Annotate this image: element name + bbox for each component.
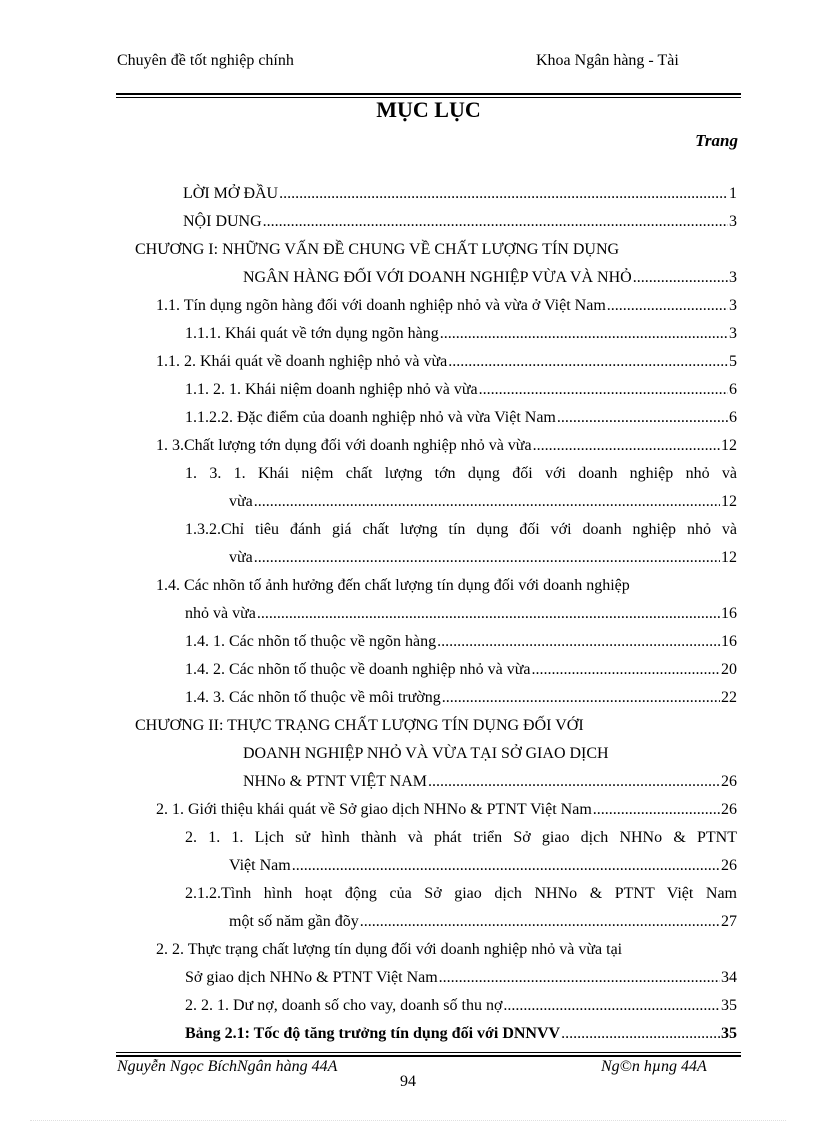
dot-leader [593,800,720,820]
toc-entry-heading-line: DOANH NGHIỆP NHỎ VÀ VỪA TẠI SỞ GIAO DỊCH [243,745,609,762]
toc-title: MỤC LỤC [376,97,481,122]
toc-entry-text: 1.1.2.2. Đặc điểm của doanh nghiệp nhỏ và vừa Việt Nam [185,409,556,426]
toc-entry-heading-line: CHƯƠNG II: THỰC TRẠNG CHẤT LƯỢNG TÍN DỤNG ĐỐI VỚI [135,717,584,734]
dot-leader [448,352,728,372]
toc-entry-text: NGÂN HÀNG ĐỐI VỚI DOANH NGHIỆP VỪA VÀ NHỎ [243,269,632,286]
toc-entry-page: 35 [721,1025,737,1042]
dot-leader [440,324,728,344]
toc-entry-heading-line: 1.4. Các nhõn tố ảnh hưởng đến chất lượng tín dụng đối với doanh nghiệp [156,577,630,594]
page-number: 94 [400,1073,416,1090]
toc-entry[interactable] [185,968,737,988]
toc-entry-text: NHNo & PTNT VIỆT NAM [243,773,428,790]
toc-entry-text: 1.4. 3. Các nhõn tố thuộc về môi trường [185,689,441,706]
toc-entry[interactable] [183,184,737,204]
toc-entry[interactable] [229,856,737,876]
toc-entry[interactable] [243,268,737,288]
dot-leader [254,492,720,512]
toc-entry-page: 34 [721,969,737,986]
toc-entry-text: một số năm gần đõy [229,913,359,930]
dot-leader [439,968,720,988]
toc-entry[interactable] [156,800,737,820]
toc-entry-text: 2. 1. Giới thiệu khái quát về Sở giao dịch NHNo & PTNT Việt Nam [156,801,592,818]
toc-entry-page: 3 [729,325,737,342]
footer-left-text: Nguyễn Ngọc BíchNgân hàng 44A [117,1058,338,1075]
toc-entry-heading-line: 1. 3. 1. Khái niệm chất lượng tớn dụng đối với doanh nghiệp nhỏ và [185,465,737,482]
toc-entry-text: vừa [229,549,253,566]
dot-leader [428,772,720,792]
footer-rule-thin [116,1052,741,1053]
toc-entry-page: 3 [729,297,737,314]
dot-leader [292,856,720,876]
toc-entry-page: 3 [729,269,737,286]
toc-entry-page: 16 [721,605,737,622]
toc-entry-page: 35 [721,997,737,1014]
toc-entry[interactable] [185,1024,737,1044]
header-rule [116,93,741,95]
page-column-label: Trang [695,131,738,150]
toc-entry-page: 20 [721,661,737,678]
dot-leader [442,688,720,708]
header-right-text: Khoa Ngân hàng - Tài [536,52,679,69]
toc-entry-page: 26 [721,773,737,790]
dot-leader [279,184,728,204]
toc-entry-text: 1. 3.Chất lượng tớn dụng đối với doanh nghiệp nhỏ và vừa [156,437,532,454]
dot-leader [633,268,728,288]
toc-entry-page: 16 [721,633,737,650]
dot-leader [532,660,721,680]
dot-leader [479,380,728,400]
toc-entry-page: 22 [721,689,737,706]
toc-entry-text: 1.1. Tín dụng ngõn hàng đối với doanh nghiệp nhỏ và vừa ở Việt Nam [156,297,606,314]
toc-entry-text: NỘI DUNG [183,213,262,230]
toc-entry-text: 1.1.1. Khái quát về tớn dụng ngõn hàng [185,325,439,342]
toc-entry[interactable] [185,688,737,708]
toc-entry-text: 1.1. 2. Khái quát về doanh nghiệp nhỏ và vừa [156,353,448,370]
toc-entry-page: 26 [721,857,737,874]
toc-entry[interactable] [185,408,737,428]
dot-leader [557,408,728,428]
toc-entry[interactable] [229,492,737,512]
toc-entry-page: 6 [729,409,737,426]
toc-entry-text: Sở giao dịch NHNo & PTNT Việt Nam [185,969,438,986]
dot-leader [257,604,720,624]
toc-entry-text: 1.4. 2. Các nhõn tố thuộc về doanh nghiệp nhỏ và vừa [185,661,531,678]
toc-entry[interactable] [229,912,737,932]
toc-entry-text: Bảng 2.1: Tốc độ tăng trưởng tín dụng đối với DNNVV [185,1025,561,1042]
footer-right-text: Ng©n hµng 44A [601,1058,707,1075]
toc-entry-page: 12 [721,437,737,454]
toc-entry-text: vừa [229,493,253,510]
toc-entry-heading-line: 1.3.2.Chỉ tiêu đánh giá chất lượng tín dụng đối với doanh nghiệp nhỏ và [185,521,737,538]
toc-entry-heading-line: 2. 1. 1. Lịch sử hình thành và phát triển Sở giao dịch NHNo & PTNT [185,829,737,846]
toc-entry[interactable] [185,324,737,344]
toc-entry[interactable] [185,660,737,680]
dot-leader [503,996,720,1016]
toc-entry[interactable] [185,380,737,400]
toc-entry-page: 5 [729,353,737,370]
toc-entry-page: 1 [729,185,737,202]
dot-leader [360,912,720,932]
dot-leader [263,212,728,232]
dot-leader [254,548,720,568]
dot-leader [607,296,728,316]
dot-leader [561,1024,720,1044]
toc-entry[interactable] [185,996,737,1016]
toc-entry[interactable] [156,296,737,316]
toc-entry-page: 12 [721,493,737,510]
page-edge [30,1120,786,1121]
toc-entry[interactable] [183,212,737,232]
toc-entry-text: 2. 2. 1. Dư nợ, doanh số cho vay, doanh số thu nợ [185,997,503,1014]
toc-entry-page: 6 [729,381,737,398]
toc-entry-heading-line: CHƯƠNG I: NHỮNG VẤN ĐỀ CHUNG VỀ CHẤT LƯỢNG TÍN DỤNG [135,241,620,258]
toc-entry-text: 1.4. 1. Các nhõn tố thuộc về ngõn hàng [185,633,437,650]
dot-leader [533,436,720,456]
toc-entry[interactable] [185,604,737,624]
toc-entry[interactable] [229,548,737,568]
toc-entry-heading-line: 2.1.2.Tình hình hoạt động của Sở giao dịch NHNo & PTNT Việt Nam [185,885,737,902]
toc-entry-text: Việt Nam [229,857,291,874]
toc-entry[interactable] [156,352,737,372]
header-left-text: Chuyên đề tốt nghiệp chính [117,52,294,69]
toc-entry[interactable] [156,436,737,456]
toc-entry-text: LỜI MỞ ĐẦU [183,185,279,202]
toc-entry-page: 26 [721,801,737,818]
toc-entry-text: 1.1. 2. 1. Khái niệm doanh nghiệp nhỏ và vừa [185,381,478,398]
toc-entry-heading-line: 2. 2. Thực trạng chất lượng tín dụng đối với doanh nghiệp nhỏ và vừa tại [156,941,623,958]
toc-entry[interactable] [243,772,737,792]
toc-entry-text: nhỏ và vừa [185,605,256,622]
toc-entry-page: 3 [729,213,737,230]
toc-entry-page: 27 [721,913,737,930]
toc-entry-page: 12 [721,549,737,566]
dot-leader [437,632,720,652]
toc-entry[interactable] [185,632,737,652]
